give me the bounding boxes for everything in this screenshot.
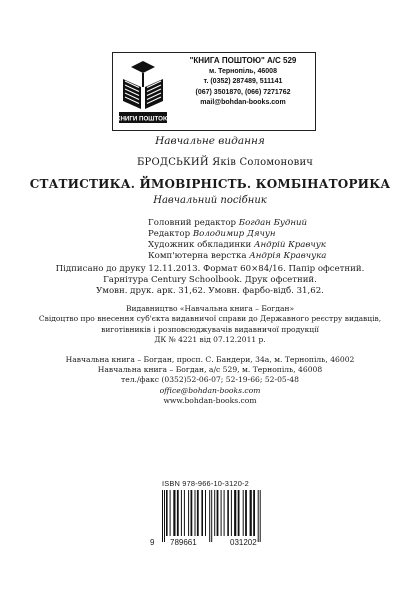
printing-details [0,264,420,297]
stamp-line: "КНИГА ПОШТОЮ" А/С 529 [189,56,297,65]
barcode-bar [197,490,199,536]
contact-line: Навчальна книга – Богдан, а/с 529, м. Тернопіль, 46008 [97,365,323,375]
barcode-bar [177,490,179,536]
barcode-bar [170,490,171,536]
stamp-logo-text: КНИГИ ПОШТОЮ [117,115,169,123]
credit-name: Андрія Кравчука [249,251,327,261]
stamp-address-block [173,56,313,109]
barcode-bar [217,490,219,536]
credit-name: Володимир Дячун [192,229,276,239]
credits-list [148,218,326,262]
mail-order-stamp [112,52,316,131]
credit-line [148,218,326,229]
barcode-bar [173,490,175,536]
barcode-bar [184,490,185,536]
credit-name: Андрій Кравчук [254,240,326,250]
barcode-first-digit: 9 [150,538,155,547]
barcode-bar [238,490,240,536]
contact-info [0,355,420,406]
email-link[interactable]: office@bohdan-books.com [159,385,261,395]
credit-role: Комп'ютерна верстка [148,251,247,261]
publisher-info [0,304,420,345]
credit-name: Богдан Будний [238,218,308,228]
credit-role: Редактор [148,229,191,239]
stamp-line: (067) 3501870, (066) 7271762 [195,88,291,96]
barcode-bar [221,490,222,536]
barcode-bar [231,490,232,536]
barcode-bar [224,490,225,536]
contact-line: Навчальна книга – Богдан, просп. С. Бандери, 34а, м. Тернопіль, 46002 [65,355,355,364]
barcode-bar [201,490,203,536]
publisher-line: Видавництво «Навчальна книга – Богдан» [125,304,295,313]
author-name: БРОДСЬКИЙ Яків Соломонович [137,157,314,168]
barcode-bar [245,490,247,536]
stamp-line: mail@bohdan-books.com [200,99,286,107]
barcode-left-group: 789661 [170,538,197,547]
credit-role: Художник обкладинки [148,240,252,250]
printing-line: Підписано до друку 12.11.2013. Формат 60×84/16. Папір офсетний. [55,264,365,274]
barcode-bar [253,490,255,536]
barcode-bar [164,490,165,542]
printing-line: Умовн. друк. арк. 31,62. Умовн. фарбо-відб. 31,62. [96,286,324,296]
publisher-line: ДК № 4221 від 07.12.2011 р. [154,334,266,344]
barcode-bar [243,490,244,536]
edition-label: Навчальне видання [155,135,265,147]
barcode-bar [188,490,189,536]
barcode-bar [209,490,210,542]
credit-line [148,240,326,251]
barcode-bar [234,490,236,536]
book-title: СТАТИСТИКА. ЙМОВІРНІСТЬ. КОМБІНАТОРИКА [29,177,391,191]
barcode-bar [258,490,259,542]
barcode-bar [250,490,252,536]
credit-line [148,251,326,262]
contact-line: тел./факс (0352)52-06-07; 52-19-66; 52-05-48 [121,375,299,385]
stamp-line: т. (0352) 287489, 511141 [203,78,283,86]
credit-role: Головний редактор [148,218,237,228]
open-book-logo-icon [117,57,169,126]
barcode-bar [166,490,168,536]
barcode-bar [214,490,215,536]
stamp-line: м. Тернопіль, 46008 [209,67,277,75]
credit-line [148,229,326,240]
barcode-bar [260,490,261,542]
barcode-bar [162,490,163,542]
website-link[interactable]: www.bohdan-books.com [163,395,257,405]
barcode-bar [205,490,206,536]
publisher-line: виготівників і розповсюджувачів видавничої продукції [101,324,319,334]
barcode-bar [191,490,193,536]
barcode-bar [195,490,196,536]
isbn-number: ISBN 978-966-10-3120-2 [162,479,249,488]
publisher-line: Свідоцтво про внесення суб'єкта видавничої справи до Державного реєстру видавців, [38,314,382,324]
barcode-bar [211,490,212,542]
printing-line: Гарнітура Century Schoolbook. Друк офсетний. [103,275,317,285]
barcode-right-group: 031202 [230,538,257,547]
barcode-bar [181,490,182,536]
barcode-bar [227,490,229,536]
book-subtitle: Навчальний посібник [153,195,267,206]
